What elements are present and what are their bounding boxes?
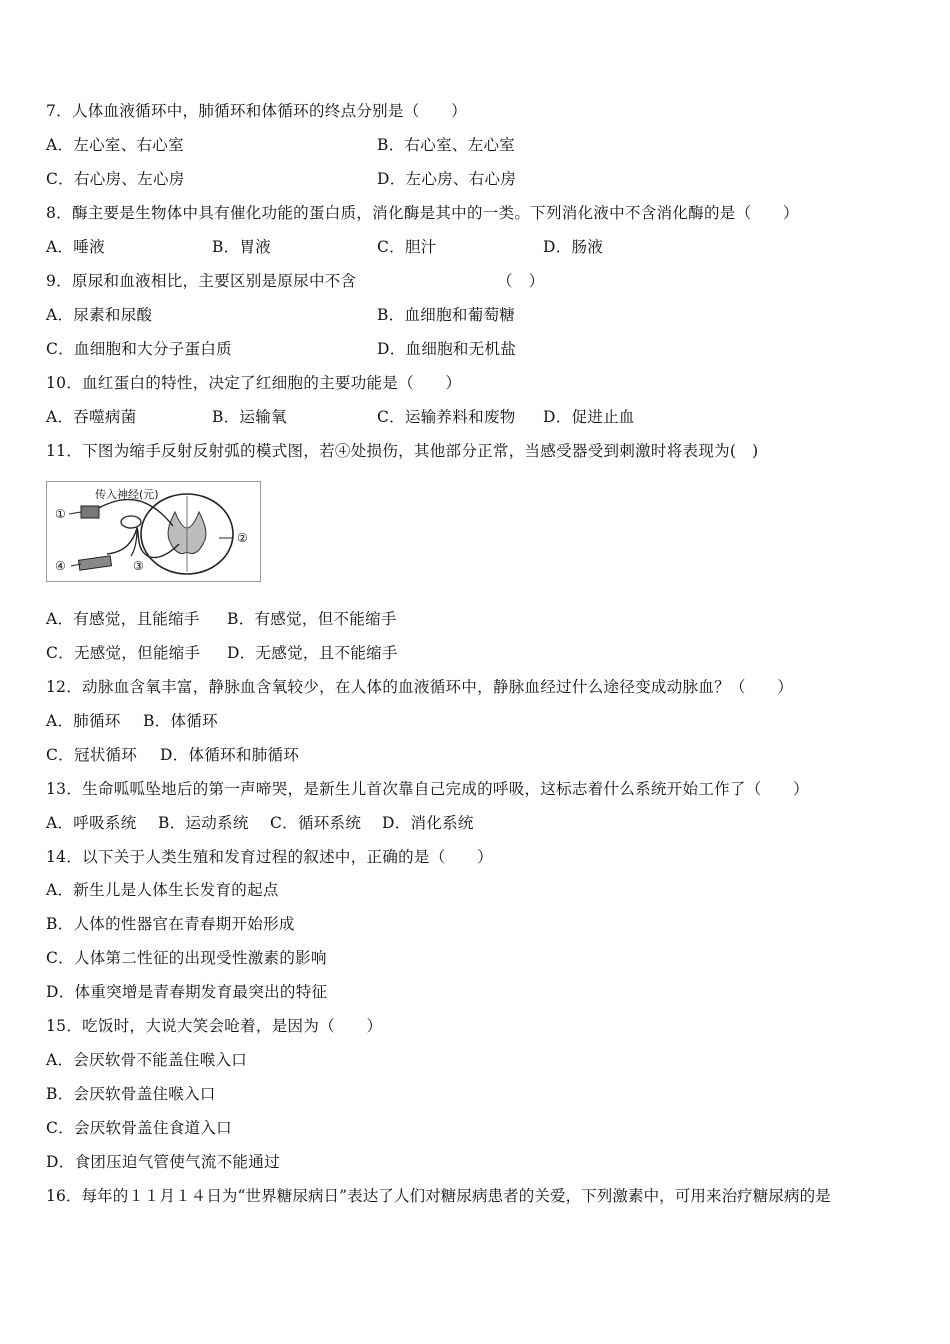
reflex-arc-diagram bbox=[46, 481, 261, 582]
marker-3: ③ bbox=[133, 559, 144, 573]
question-10-option-d: D．促进止血 bbox=[543, 408, 635, 426]
question-13-stem: 13．生命呱呱坠地后的第一声啼哭，是新生儿首次靠自己完成的呼吸，这标志着什么系统开始工作了（ ） bbox=[46, 780, 809, 798]
question-14-option-c: C．人体第二性征的出现受性激素的影响 bbox=[46, 949, 327, 967]
question-11-option-c: C．无感觉，但能缩手 bbox=[46, 644, 201, 662]
question-12-stem: 12．动脉血含氧丰富，静脉血含氧较少，在人体的血液循环中，静脉血经过什么途径变成动脉血？（ ） bbox=[46, 678, 794, 696]
question-11-option-a: A．有感觉，且能缩手 bbox=[46, 610, 200, 628]
question-7-option-b: B．右心室、左心室 bbox=[377, 136, 516, 154]
question-9-option-a: A．尿素和尿酸 bbox=[46, 306, 153, 324]
question-9-stem: 9．原尿和血液相比，主要区别是原尿中不含 bbox=[46, 272, 357, 290]
effector-muscle bbox=[78, 556, 111, 570]
marker-2: ② bbox=[237, 531, 248, 545]
question-9-option-d: D．血细胞和无机盐 bbox=[377, 340, 517, 358]
question-7-option-c: C．右心房、左心房 bbox=[46, 170, 185, 188]
question-12-option-d: D．体循环和肺循环 bbox=[160, 746, 300, 764]
question-15-option-d: D．食团压迫气管使气流不能通过 bbox=[46, 1153, 280, 1171]
question-9-answer-paren: （ ） bbox=[497, 272, 545, 290]
afferent-label: 传入神经(元) bbox=[95, 488, 159, 501]
question-8-option-b: B．胃液 bbox=[212, 238, 272, 256]
question-8-stem: 8．酶主要是生物体中具有催化功能的蛋白质，消化酶是其中的一类。下列消化液中不含消化酶的是（ ） bbox=[46, 204, 799, 222]
question-16-stem: 16．每年的１１月１４日为“世界糖尿病日”表达了人们对糖尿病患者的关爱，下列激素中，可用来治疗糖尿病的是 bbox=[46, 1187, 831, 1205]
question-9-option-b: B．血细胞和葡萄糖 bbox=[377, 306, 516, 324]
question-14-option-a: A．新生儿是人体生长发育的起点 bbox=[46, 881, 279, 899]
question-10-stem: 10．血红蛋白的特性，决定了红细胞的主要功能是（ ） bbox=[46, 374, 462, 392]
question-8-option-c: C．胆汁 bbox=[377, 238, 437, 256]
question-7-option-a: A．左心室、右心室 bbox=[46, 136, 184, 154]
question-9-option-c: C．血细胞和大分子蛋白质 bbox=[46, 340, 232, 358]
question-13-option-a: A．呼吸系统 bbox=[46, 814, 137, 832]
question-11-option-d: D．无感觉，且不能缩手 bbox=[227, 644, 398, 662]
question-10-option-b: B．运输氧 bbox=[212, 408, 287, 426]
question-14-option-d: D．体重突增是青春期发育最突出的特征 bbox=[46, 983, 328, 1001]
question-14-stem: 14．以下关于人类生殖和发育过程的叙述中，正确的是（ ） bbox=[46, 848, 493, 866]
question-7-option-d: D．左心房、右心房 bbox=[377, 170, 517, 188]
question-11-stem: 11．下图为缩手反射反射弧的模式图，若④处损伤，其他部分正常，当感受器受到刺激时将表现为( ) bbox=[46, 442, 759, 460]
marker-1-pointer bbox=[69, 512, 81, 514]
question-15-option-b: B．会厌软骨盖住喉入口 bbox=[46, 1085, 216, 1103]
question-15-option-c: C．会厌软骨盖住食道入口 bbox=[46, 1119, 232, 1137]
question-15-option-a: A．会厌软骨不能盖住喉入口 bbox=[46, 1051, 248, 1069]
reflex-arc-svg bbox=[47, 482, 260, 581]
question-12-option-b: B．体循环 bbox=[143, 712, 218, 730]
question-10-option-a: A．吞噬病菌 bbox=[46, 408, 137, 426]
question-15-stem: 15．吃饭时，大说大笑会呛着，是因为（ ） bbox=[46, 1017, 383, 1035]
question-7-stem: 7．人体血液循环中，肺循环和体循环的终点分别是（ ） bbox=[46, 102, 467, 120]
ganglion bbox=[121, 516, 141, 528]
marker-4: ④ bbox=[55, 559, 66, 573]
question-12-option-c: C．冠状循环 bbox=[46, 746, 138, 764]
question-13-option-d: D．消化系统 bbox=[382, 814, 474, 832]
question-8-option-d: D．肠液 bbox=[543, 238, 604, 256]
question-14-option-b: B．人体的性器官在青春期开始形成 bbox=[46, 915, 295, 933]
marker-1: ① bbox=[55, 507, 66, 521]
question-12-option-a: A．肺循环 bbox=[46, 712, 121, 730]
question-13-option-b: B．运动系统 bbox=[158, 814, 249, 832]
question-13-option-c: C．循环系统 bbox=[270, 814, 362, 832]
question-11-option-b: B．有感觉，但不能缩手 bbox=[227, 610, 397, 628]
receptor bbox=[81, 506, 99, 518]
question-8-option-a: A．唾液 bbox=[46, 238, 105, 256]
question-10-option-c: C．运输养料和废物 bbox=[377, 408, 516, 426]
